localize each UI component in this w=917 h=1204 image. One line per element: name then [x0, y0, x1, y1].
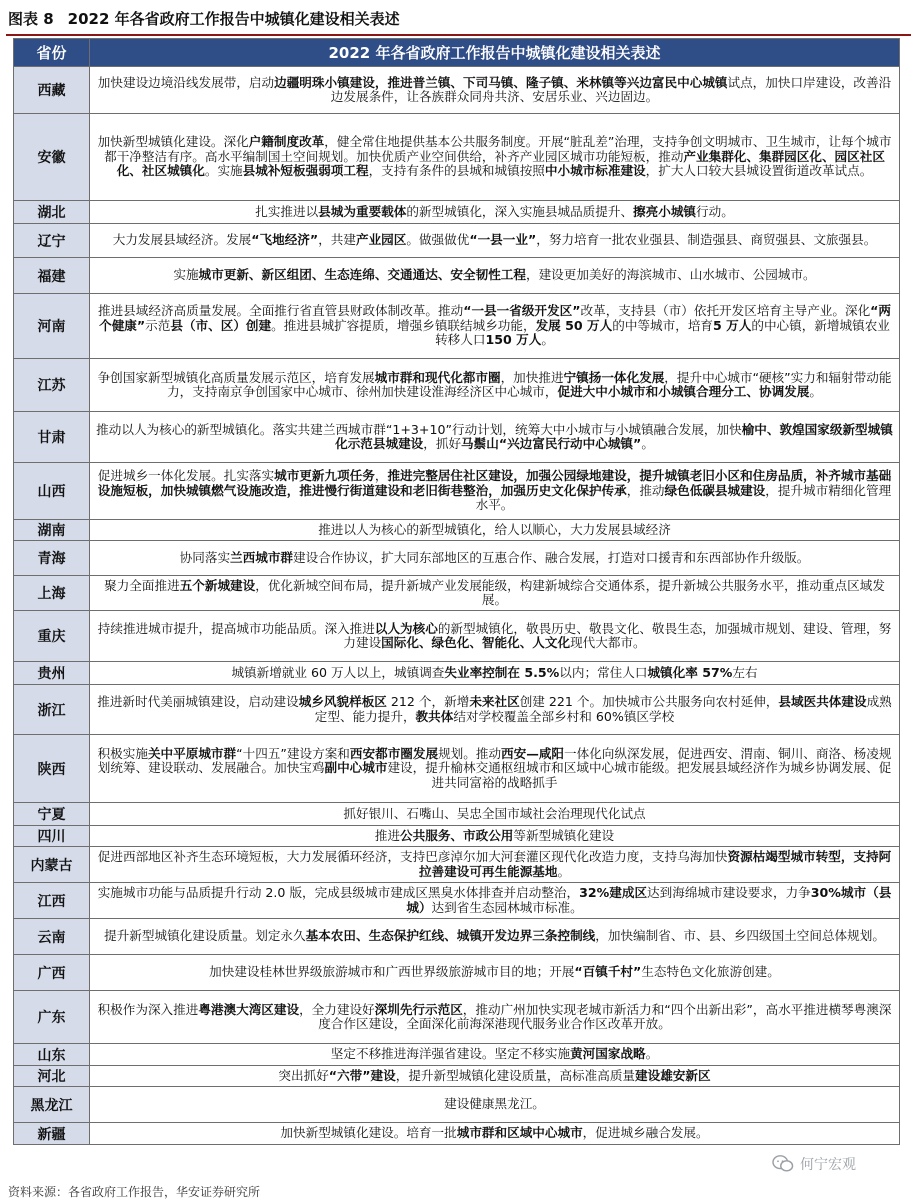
- table-row: [14, 955, 900, 991]
- statement-emphasis: 边疆明珠小镇建设，推进普兰镇、下司马镇、隆子镇、米林镇等兴边富民中心城镇: [274, 74, 728, 90]
- statement-text: 建设，提升榆林交通枢纽城市和区域中心城市能级。把发展县域经济作为城乡协调发展、促进共同富裕的战略抓手: [387, 760, 892, 790]
- table-row: [14, 359, 900, 412]
- table-row: [14, 294, 900, 359]
- statement-emphasis: 30%城市（县城）: [406, 885, 892, 915]
- province-cell: 河南: [14, 294, 90, 359]
- statement-text: 协同落实: [179, 549, 231, 565]
- table-row: [14, 662, 900, 685]
- statement-text: 。: [809, 384, 822, 399]
- province-cell: 云南: [14, 919, 90, 955]
- statement-text: 推进: [374, 827, 401, 843]
- statement-emphasis: 黄河国家战略: [570, 1046, 646, 1062]
- statement-cell: [90, 294, 900, 359]
- table-row: [14, 611, 900, 662]
- statement-emphasis: 国际化、绿色化、智能化、人文化: [381, 635, 571, 650]
- statement-text: 促进城乡一体化发展。扎实落实: [97, 468, 275, 484]
- province-cell: 陕西: [14, 735, 90, 803]
- statement-cell: [90, 541, 900, 576]
- statement-emphasis: 中小城市标准建设: [544, 163, 646, 179]
- statement-emphasis: “一县一业”: [469, 232, 537, 248]
- statement-cell: [90, 735, 900, 803]
- statement-emphasis: 建设雄安新区: [635, 1067, 711, 1083]
- statement-text: 扎实推进以: [255, 203, 319, 219]
- statement-emphasis: 32%建成区: [579, 885, 648, 900]
- statement-text: ，全力建设好: [299, 1001, 375, 1017]
- table-row: [14, 1044, 900, 1066]
- table-row: [14, 541, 900, 576]
- header-statement: 2022 年各省政府工作报告中城镇化建设相关表述: [90, 39, 900, 67]
- statement-cell: [90, 685, 900, 735]
- statement-cell: [90, 991, 900, 1044]
- province-cell: 湖北: [14, 201, 90, 224]
- statement-cell: [90, 224, 900, 258]
- statement-emphasis: 城乡风貌样板区: [298, 694, 387, 709]
- statement-text: 行动。: [696, 203, 734, 219]
- statement-text: ，提升新型城镇化建设质量，高标准高质量: [395, 1067, 636, 1083]
- statement-text: 。: [641, 436, 654, 451]
- province-cell: 宁夏: [14, 803, 90, 826]
- province-cell: 内蒙古: [14, 847, 90, 883]
- statement-emphasis: 推进完整居住社区建设，加强公园绿地建设，提升城镇老旧小区和住房品质，补齐城市基础设施短板，加快城镇燃气设施改造，推进慢行街道建设和老旧街巷整治，加强历史文化保护传承: [97, 468, 892, 498]
- statement-cell: [90, 359, 900, 412]
- statement-cell: [90, 201, 900, 224]
- statement-cell: [90, 919, 900, 955]
- table-row: [14, 412, 900, 463]
- statement-cell: [90, 520, 900, 541]
- statement-text: 提升新型城镇化建设质量。划定永久: [104, 928, 306, 944]
- statement-emphasis: 城镇化率 57%: [647, 664, 733, 680]
- table-row: [14, 576, 900, 611]
- statement-emphasis: 五个新城建设: [179, 577, 256, 593]
- table-row: [14, 224, 900, 258]
- statement-emphasis: 基本农田、生态保护红线、城镇开发边界三条控制线: [305, 928, 596, 944]
- statement-text: 规划。推动: [438, 745, 502, 761]
- statement-text: 212 个，新增: [386, 694, 470, 709]
- statement-emphasis: “百镇千村”: [574, 964, 642, 980]
- statement-emphasis: 深圳先行示范区: [374, 1001, 463, 1017]
- statement-text: 加快建设桂林世界级旅游城市和广西世界级旅游城市目的地；开展: [209, 964, 575, 980]
- statement-emphasis: 城市群和区域中心城市: [456, 1125, 583, 1141]
- table-row: [14, 520, 900, 541]
- statement-text: 生态特色文化旅游创建。: [641, 964, 780, 980]
- statement-emphasis: 促进大中小城市和小城镇合理分工、协调发展: [557, 384, 810, 399]
- statement-emphasis: 未来社区: [469, 694, 520, 709]
- statement-text: 达到海绵城市建设要求，力争: [647, 885, 811, 900]
- statement-emphasis: 擦亮小城镇: [633, 203, 696, 219]
- statement-text: 等新型城镇化建设: [513, 827, 615, 843]
- table-row: [14, 883, 900, 919]
- statement-emphasis: 城市群和现代化都市圈: [374, 369, 501, 385]
- table-row: [14, 67, 900, 114]
- statement-text: 促进西部地区补齐生态环境短板，大力发展循环经济，支持巴彦淖尔加大河套灌区现代化改造力度，支持乌海加快: [97, 849, 728, 864]
- statement-cell: [90, 576, 900, 611]
- statement-text: 积极实施: [97, 745, 148, 761]
- statement-text: 推进以人为核心的新型城镇化，给人以顺心，大力发展县域经济: [318, 521, 671, 537]
- statement-emphasis: 城市更新九项任务: [274, 468, 375, 484]
- statement-text: 大力发展县域经济。发展: [112, 232, 252, 248]
- statement-text: ，抓好: [423, 436, 462, 451]
- province-cell: 山西: [14, 463, 90, 520]
- statement-emphasis: 城市更新、新区组团、生态连绵、交通通达、安全韧性工程: [198, 267, 526, 283]
- province-cell: 上海: [14, 576, 90, 611]
- statement-cell: [90, 114, 900, 201]
- statement-emphasis: 榆中、敦煌国家级新型城镇化示范县城建设: [335, 421, 893, 451]
- province-cell: 四川: [14, 826, 90, 847]
- statement-text: 积极作为深入推进: [97, 1001, 199, 1017]
- statement-emphasis: 县（市、区）创建: [170, 317, 272, 333]
- statement-emphasis: “飞地经济”: [251, 232, 319, 248]
- header-province: 省份: [14, 39, 90, 67]
- statement-text: 改革，支持县（市）依托开发区培育主导产业。深化: [580, 303, 871, 319]
- province-cell: 广东: [14, 991, 90, 1044]
- statement-text: 。: [645, 1046, 659, 1062]
- table-body: [14, 67, 900, 1145]
- statement-emphasis: 县域医共体建设: [778, 694, 867, 709]
- province-cell: 山东: [14, 1044, 90, 1066]
- table-row: [14, 919, 900, 955]
- statement-text: 坚定不移推进海洋强省建设。坚定不移实施: [330, 1046, 571, 1062]
- statement-text: 加快新型城镇化建设。深化: [97, 134, 249, 150]
- statement-cell: [90, 847, 900, 883]
- statement-text: 聚力全面推进: [104, 577, 180, 593]
- statement-text: ，努力培育一批农业强县、制造强县、商贸强县、文旅强县。: [536, 232, 877, 248]
- statement-text: 的中心镇，新增城镇农业转移人口: [435, 317, 890, 348]
- statement-emphasis: 产业集群化、集群园区化、园区社区化、社区城镇化: [116, 148, 885, 179]
- watermark-text: 何宁宏观: [800, 1157, 856, 1173]
- statement-emphasis: 5 万人: [713, 317, 752, 333]
- province-cell: 河北: [14, 1066, 90, 1087]
- source-note: 资料来源：各省政府工作报告，华安证券研究所: [8, 1185, 261, 1199]
- table-row: [14, 847, 900, 883]
- statement-text: 突出抓好: [278, 1067, 329, 1083]
- statement-text: 推动以人为核心的新型城镇化。落实共建兰西城市群“1+3+10”行动计划，统筹大中小城市与小城镇融合发展，加快: [96, 421, 742, 437]
- statement-text: 。实施: [204, 163, 243, 179]
- statement-emphasis: 绿色低碳县城建设: [664, 482, 766, 498]
- statement-text: ，健全常住地提供基本公共服务制度。开展“脏乱差”治理，支持争创文明城市、卫生城市，让每个城市都干净整洁有序。高水平编制国土空间规划。加快优质产业空间供给，补齐产业园区城市功能短板，推动: [104, 134, 892, 164]
- statement-emphasis: 产业园区: [355, 232, 407, 248]
- statement-cell: [90, 463, 900, 520]
- statement-text: 以内；常住人口: [559, 664, 648, 680]
- statement-text: 建设健康黑龙江。: [444, 1096, 545, 1112]
- statement-text: 一体化向纵深发展，促进西安、渭南、铜川、商洛、杨凌规划统筹、建设联动、发展融合。加快宝鸡: [97, 745, 892, 776]
- statement-text: 成熟定型、能力提升，: [314, 694, 892, 724]
- statement-text: 建设合作协议，扩大同东部地区的互惠合作、融合发展，打造对口援青和东西部协作升级版。: [293, 549, 810, 565]
- statement-cell: [90, 1044, 900, 1066]
- table-row: [14, 114, 900, 201]
- statement-text: 创建 221 个。加快城市公共服务向农村延伸，: [519, 694, 779, 709]
- statement-text: 实施城市功能与品质提升行动 2.0 版，完成县级城市建成区黑臭水体排查并启动整治，: [97, 885, 580, 900]
- statement-cell: [90, 955, 900, 991]
- title-rule: [6, 34, 911, 36]
- statement-text: 达到省生态园林城市标准。: [431, 899, 583, 915]
- statement-text: 结对学校覆盖全部乡村和 60%镇区学校: [453, 708, 675, 724]
- statement-text: ，建设更加美好的海滨城市、山水城市、公园城市。: [525, 267, 816, 283]
- statement-emphasis: 关中平原城市群: [147, 745, 237, 761]
- table-row: [14, 201, 900, 224]
- statement-text: ，: [374, 468, 388, 484]
- statement-emphasis: 县城补短板强弱项工程: [242, 163, 369, 179]
- table-row: [14, 735, 900, 803]
- statement-text: 。推进县城扩容提质，增强乡镇联结城乡功能，: [271, 317, 536, 333]
- statement-text: ，扩大人口较大县城设置街道改革试点。: [645, 163, 873, 179]
- statement-cell: [90, 803, 900, 826]
- statement-emphasis: 县城为重要载体: [318, 203, 407, 219]
- statement-emphasis: 西安—咸阳: [501, 745, 564, 761]
- statement-text: 持续推进城市提升，提高城市功能品质。深入推进: [97, 620, 375, 636]
- statement-text: 推进新时代美丽城镇建设，启动建设: [97, 694, 299, 709]
- statement-cell: [90, 1066, 900, 1087]
- statement-emphasis: 马鬃山“兴边富民行动中心城镇”: [461, 436, 642, 451]
- statement-cell: [90, 1123, 900, 1145]
- statement-cell: [90, 412, 900, 463]
- province-cell: 辽宁: [14, 224, 90, 258]
- statement-text: 的新型城镇化，深入实施县城品质提升、: [406, 203, 634, 219]
- statement-cell: [90, 662, 900, 685]
- figure-title: [8, 4, 400, 34]
- statement-emphasis: 粤港澳大湾区建设: [198, 1001, 300, 1017]
- statement-text: ，共建: [318, 232, 356, 248]
- statement-emphasis: 公共服务、市政公用: [400, 827, 514, 843]
- table-row: [14, 463, 900, 520]
- statement-text: 示范: [145, 317, 171, 333]
- statement-text: ，推动广州加快实现老城市新活力和“四个出新出彩”，高水平推进横琴粤澳深度合作区建设，全面深化前海深港现代服务业合作区改革开放。: [318, 1001, 892, 1031]
- figure-title-text: 2022 年各省政府工作报告中城镇化建设相关表述: [67, 10, 400, 28]
- watermark: [772, 1150, 898, 1178]
- wechat-icon: [772, 1154, 794, 1174]
- statement-text: 。: [541, 332, 554, 348]
- province-cell: 西藏: [14, 67, 90, 114]
- statement-cell: [90, 611, 900, 662]
- statement-text: ，支持有条件的县城和城镇按照: [368, 163, 545, 179]
- statement-text: 。做强做优: [406, 232, 470, 248]
- statement-text: ，提升中心城市“硬核”实力和辐射带动能力，支持南京争创国家中心城市、徐州加快建设淮海经济区中心城市，: [167, 369, 892, 399]
- province-cell: 甘肃: [14, 412, 90, 463]
- statement-emphasis: “两个健康”: [99, 303, 892, 333]
- statement-text: 推进县域经济高质量发展。全面推行省直管县财政体制改革。推动: [97, 303, 464, 319]
- statement-text: 加快建设边境沿线发展带，启动: [97, 74, 275, 90]
- statement-text: ，推动: [626, 482, 665, 498]
- statement-text: ，促进城乡融合发展。: [582, 1125, 709, 1141]
- statement-cell: [90, 883, 900, 919]
- statement-emphasis: 以人为核心: [374, 620, 438, 636]
- table-row: [14, 826, 900, 847]
- statement-emphasis: 资源枯竭型城市转型，支持阿拉善建设可再生能源基地: [418, 849, 892, 879]
- statement-text: 城镇新增就业 60 万人以上，城镇调查: [231, 664, 445, 680]
- province-cell: 福建: [14, 258, 90, 294]
- statement-text: ，加快推进: [500, 369, 564, 385]
- statement-emphasis: 兰西城市群: [230, 549, 293, 565]
- statement-cell: [90, 826, 900, 847]
- province-cell: 安徽: [14, 114, 90, 201]
- statement-text: ，优化新城空间布局，提升新城产业发展能级，构建新城综合交通体系，提升新城公共服务水平，推动重点区域发展。: [255, 577, 885, 607]
- urbanization-table: [13, 38, 900, 1145]
- province-cell: 贵州: [14, 662, 90, 685]
- statement-text: 的中等城市，培育: [612, 317, 713, 333]
- statement-emphasis: 教共体: [415, 708, 454, 724]
- statement-emphasis: 宁镇扬一体化发展: [563, 369, 665, 385]
- province-cell: 江苏: [14, 359, 90, 412]
- table-row: [14, 1087, 900, 1123]
- statement-text: 。: [557, 863, 571, 879]
- table-header-row: [14, 39, 900, 67]
- province-cell: 湖南: [14, 520, 90, 541]
- statement-text: “十四五”建设方案和: [236, 745, 350, 761]
- statement-emphasis: “六带”建设: [328, 1067, 396, 1083]
- statement-text: 的新型城镇化，敬畏历史、敬畏文化、敬畏生态，加强城市规划、建设、管理，努力建设: [343, 620, 892, 650]
- statement-emphasis: “一县一省级开发区”: [463, 303, 581, 319]
- statement-text: 左右: [732, 664, 758, 680]
- statement-text: ，提升城市精细化管理水平。: [475, 482, 892, 513]
- province-cell: 重庆: [14, 611, 90, 662]
- statement-emphasis: 150 万人: [485, 332, 542, 348]
- statement-emphasis: 西安都市圈发展: [349, 745, 439, 761]
- statement-emphasis: 户籍制度改革: [248, 134, 325, 150]
- province-cell: 黑龙江: [14, 1087, 90, 1123]
- table-row: [14, 803, 900, 826]
- table-row: [14, 991, 900, 1044]
- statement-text: ，加快编制省、市、县、乡四级国土空间总体规划。: [595, 928, 885, 944]
- table-row: [14, 258, 900, 294]
- province-cell: 浙江: [14, 685, 90, 735]
- statement-cell: [90, 258, 900, 294]
- table-row: [14, 1123, 900, 1145]
- statement-emphasis: 副中心城市: [324, 760, 388, 776]
- figure-label: 图表 8: [8, 10, 54, 28]
- table-row: [14, 685, 900, 735]
- statement-text: 试点，加快口岸建设，改善沿边发展条件，让各族群众同舟共济、安居乐业、兴边固边。: [330, 74, 892, 104]
- statement-text: 争创国家新型城镇化高质量发展示范区，培育发展: [97, 369, 375, 385]
- statement-emphasis: 发展 50 万人: [535, 317, 613, 333]
- statement-cell: [90, 67, 900, 114]
- province-cell: 江西: [14, 883, 90, 919]
- statement-cell: [90, 1087, 900, 1123]
- province-cell: 青海: [14, 541, 90, 576]
- table-row: [14, 1066, 900, 1087]
- statement-text: 实施: [173, 267, 199, 283]
- statement-text: 现代大都市。: [570, 635, 646, 650]
- statement-text: 加快新型城镇化建设。培育一批: [280, 1125, 457, 1141]
- statement-text: 抓好银川、石嘴山、吴忠全国市域社会治理现代化试点: [343, 805, 646, 821]
- province-cell: 新疆: [14, 1123, 90, 1145]
- statement-emphasis: 失业率控制在 5.5%: [444, 664, 560, 680]
- province-cell: 广西: [14, 955, 90, 991]
